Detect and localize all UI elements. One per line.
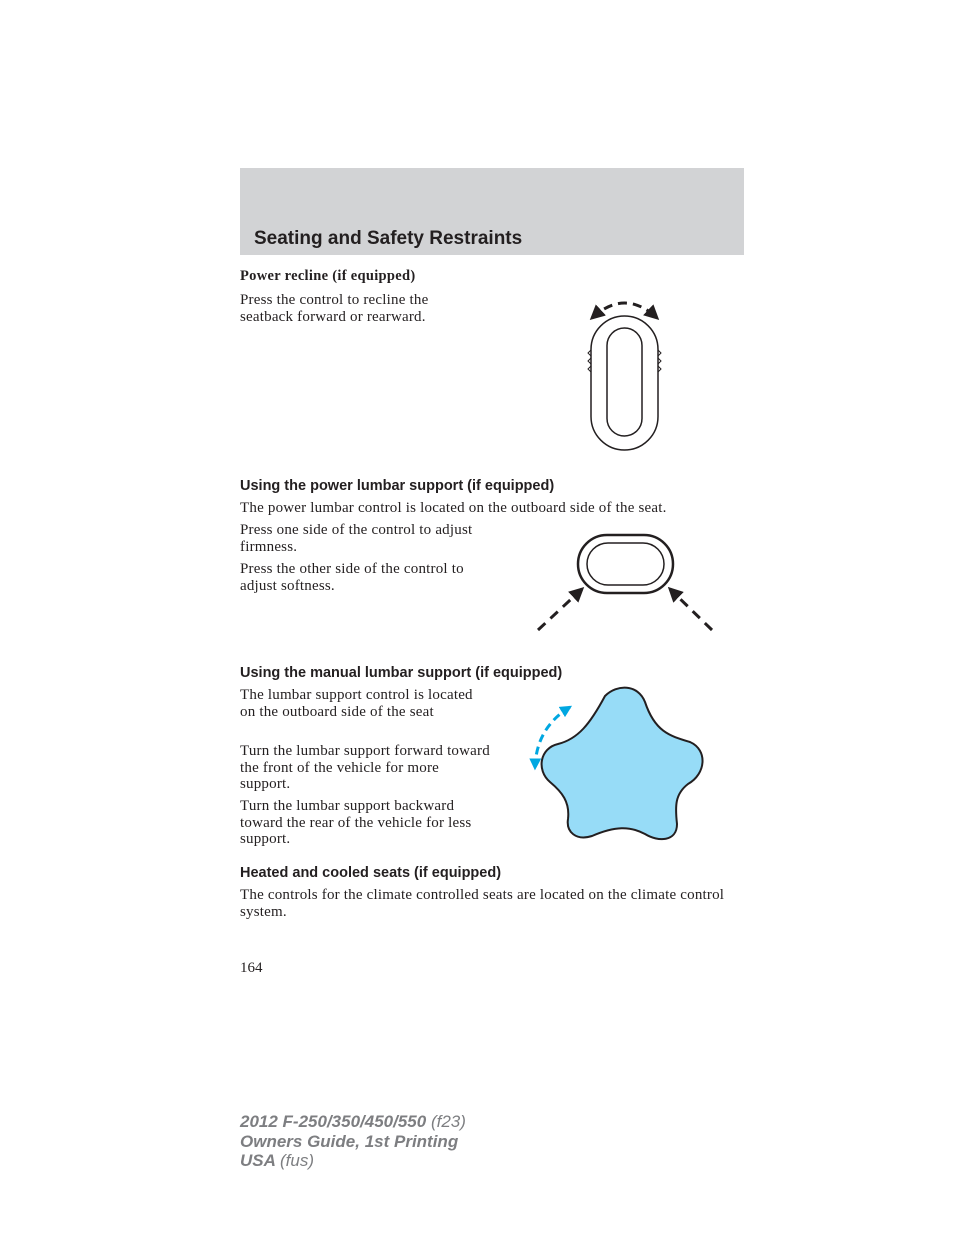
manual-lumbar-location: The lumbar support control is located on the outboard side of the seat — [240, 687, 473, 720]
page-number: 164 — [240, 960, 263, 976]
footer-market-code: (fus) — [280, 1151, 314, 1170]
lumbar-switch-icon — [532, 530, 718, 636]
footer-model: 2012 F-250/350/450/550 — [240, 1112, 427, 1131]
footer — [240, 1112, 466, 1171]
footer-market: USA — [240, 1151, 276, 1170]
heated-cooled-text: The controls for the climate controlled seats are located on the climate control system. — [240, 887, 725, 920]
manual-lumbar-forward: Turn the lumbar support forward toward the front of the vehicle for more support. — [240, 743, 490, 792]
power-lumbar-heading: Using the power lumbar support (if equipped) — [240, 478, 555, 494]
footer-line-1 — [240, 1112, 466, 1132]
power-lumbar-intro: The power lumbar control is located on the outboard side of the seat. — [240, 500, 667, 516]
manual-lumbar-backward: Turn the lumbar support backward toward the rear of the vehicle for less support. — [240, 798, 472, 847]
footer-line-3 — [240, 1151, 466, 1171]
power-recline-heading: Power recline (if equipped) — [240, 268, 416, 284]
footer-model-code: (f23) — [430, 1112, 466, 1131]
footer-line-2: Owners Guide, 1st Printing — [240, 1131, 459, 1151]
power-lumbar-firmness: Press one side of the control to adjust firmness. — [240, 522, 473, 555]
section-title: Seating and Safety Restraints — [254, 228, 523, 249]
lumbar-knob-icon — [520, 684, 706, 842]
power-recline-text: Press the control to recline the seatback forward or rearward. — [240, 292, 429, 325]
heated-cooled-heading: Heated and cooled seats (if equipped) — [240, 865, 502, 881]
manual-lumbar-heading: Using the manual lumbar support (if equipped) — [240, 665, 563, 681]
recline-switch-icon — [580, 292, 670, 454]
power-lumbar-softness: Press the other side of the control to adjust softness. — [240, 561, 464, 594]
